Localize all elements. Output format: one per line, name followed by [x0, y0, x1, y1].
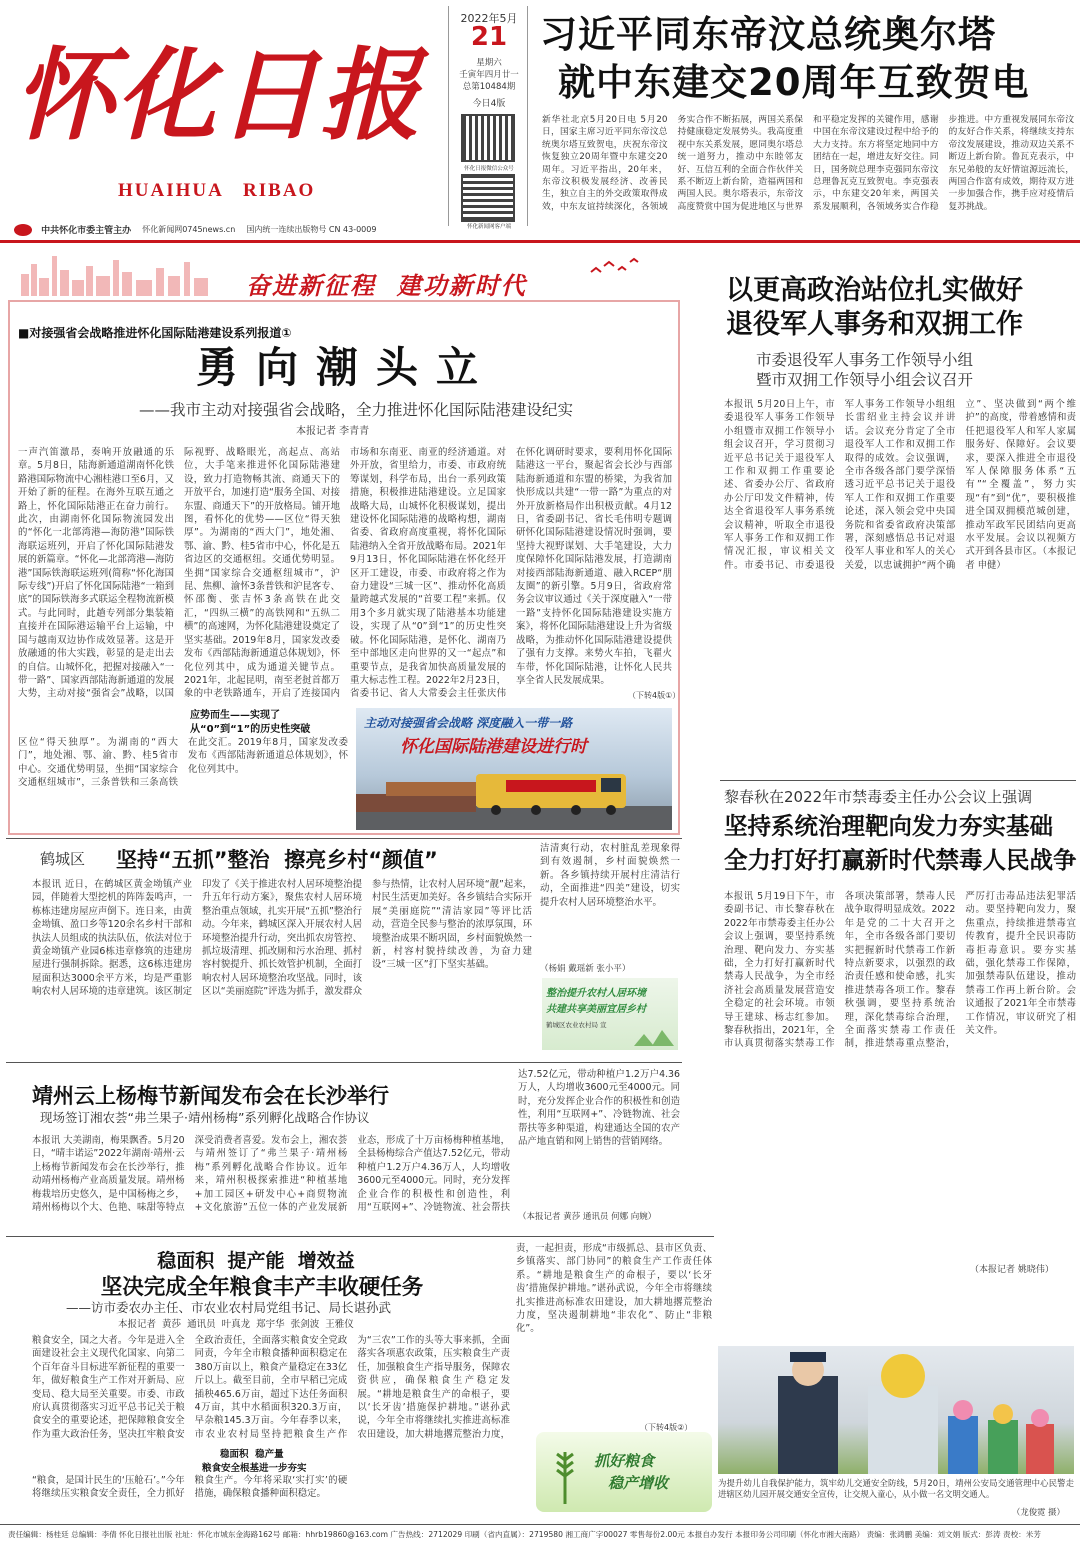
veterans-subhead-2: 暨市双拥工作领导小组会议召开	[756, 371, 974, 389]
grain-body: 粮食安全，国之大者。今年是进入全面建设社会主义现代化国家、向第二个百年奋斗目标进军新征程的重要一年，做好粮食生产工作对开新局、应变局、稳大局至关重要。市委、市政府认真贯彻落实习近平总书记关于粮食安全的重要论述，把保障粮食安全作为重大政治任务，坚决扛牢粮食安全政治责任，全面落实粮食安全党政同责，今年全市粮食播种面积稳定在380万亩以上，粮食产量稳定在33亿斤以上。截至目前，全市早稻已完成插秧465.6万亩，超过下达任务面积4万亩，其中水稻面积320.3万亩，早杂粮145.3万亩。今年春季以来，市农业农村局坚持把粮食生产作为“三农”工作的头等大事来抓，全面落实各项惠农政策，压实粮食生产责任，加强粮食生产指导服务，保障农资供应，确保粮食生产稳定发展。“耕地是粮食生产的命根子，要以‘长牙齿’措施保护耕地。”谌孙武说，今年全市将继续扎实推进高标准农田建设，加大耕地撂荒整治力度，	[32, 1335, 510, 1440]
hecheng-graphic-line-2: 共建共享美丽宜居乡村	[546, 1004, 646, 1015]
grain-body-right: 责，一起担责，形成“市级抓总、县市区负责、乡镇落实、部门协同”的粮食生产工作责任体系。“耕地是粮食生产的命根子，要以‘长牙齿’措施保护耕地。”谌孙武说，今年全市将继续扎实推进高标准农田建设，加大耕地撂荒整治力度，坚决遏制耕地“非农化”、防止“非粮化”。	[516, 1243, 712, 1335]
veterans-headline-2: 退役军人事务和双拥工作	[726, 309, 1023, 340]
hecheng-byline: （杨娟 戴瑶新 张小平）	[540, 964, 631, 974]
police-child-photo-icon	[718, 1346, 1074, 1474]
grain-jump: （下转4版②）	[640, 1423, 693, 1432]
lead-headline-1: 习近平同东帝汶总统奥尔塔	[540, 13, 996, 56]
grain-graphic	[536, 1432, 712, 1512]
grain-headline-2: 坚决完成全年粮食丰产丰收硬任务	[100, 1275, 424, 1300]
traffic-safety-photo	[718, 1346, 1074, 1474]
issue-number: 总第10484期	[462, 82, 516, 92]
jingzhou-top-rule	[6, 1062, 682, 1063]
masthead-strip	[14, 219, 444, 235]
masthead	[0, 0, 1080, 250]
village-icon	[632, 1018, 676, 1048]
grain-body-lower: “粮食，是国计民生的‘压舱石’。”今年将继续压实粮食安全责任，全力抓好粮食生产。今年将采取‘实打实’的硬措施，确保粮食播种面积稳定。	[32, 1475, 348, 1500]
feature-block	[6, 250, 682, 835]
feature-body: 一声汽笛激昂，奏响开放融通的乐章。5月8日，陆海新通道湖南怀化铁路港国际物流中心湘桂港口至6月，又开始了新的征程。在海外互联互通之路上，怀化国际陆港正在奋力前行。此次，由湖南怀化国际物流园发出的“怀化一北部湾港—海防港”国际铁海联运班列，开启了怀化国际陆港发展的新篇章。“怀化—北部湾港—海防港”国际铁海联运班列(简称“怀化海国际专线”)开启了怀化国际陆港“一箱到底”的国际铁海多式联运全程物流新模式。与此同时，此趟专列部分集装箱直接并在国际港运输平台上运输，中国与越南双边协作成效显著。这是开放融通的伟大实践，彰显的是走出去的自信。山城怀化，把握对接融入“一带一路”、国家西部陆海新通道的发展大势，主动对接“强省会”战略，以国际视野、战略眼光，高起点、高站位，大手笔来推进怀化国际陆港建设，致力打造物畅其流、商通天下的开放平台，加速打造“服务全国、对接东盟、商通天下”的开放格局。铺开地图，看怀化的优势——区位“得天独厚”。为湖南的“西大门”，地处湘、鄂、渝、黔、桂5省市中心，怀化是五省边区的交通枢纽。交通优势明显。坐拥“国家综合交通枢纽城市”，沪昆、焦柳、渝怀3条普铁和沪昆客专、怀邵衡、张吉怀3条高铁在此交汇，“四纵三横”的高铁网和“五纵二横”的高速网，为怀化陆港建设奠定了坚实基础。2019年8月，国家发改委发布《西部陆海新通道总体规划》，怀化位列其中，成为通道关键节点。2021年，北起昆明，南至老挝首都万象的中老铁路通车，开启了连接国内市场和东南亚、南亚的经济通道。对外开放，省里给力，市委、市政府统筹谋划，科学布局，出台一系列政策措施，积极推进陆港建设。立足国家战略大局，山城怀化积极谋划，提出建设怀化国际陆港的战略构想，湖南省委、省政府高度重视，将怀化国际陆港纳入全省开放战略布局。2021年9月13日，怀化国际陆港在怀化经开区开工建设，市委、市政府将之作为奋力建设“三城一区”、推动怀化高质量跨越式发展的“首要工程”来抓。仅用3个多月就实现了陆港基本功能建设，实现了从“0”到“1”的历史性突破。怀化国际陆港，是怀化、湖南乃至中部地区走向世界的又一“起点”和重要节点，是我省加快高质量发展的重大标志性工程。2022年2月23日，省委书记、省人大常委会主任张庆伟在怀化调研时要求，要利用怀化国际陆港这一平台，聚起省会长沙与西部陆海新通道和东盟的桥梁，为我省加快形成以共建“一带一路”为重点的对外开放新格局作出积极贡献。4月12日，省委副书记、省长毛伟明专题调研怀化国际陆港建设情况时强调，要坚持大视野谋划、大手笔建设，大力度保障怀化国际陆港发展，打造湖南对接西部陆海新通道、融入RCEP“朋友圈”的新引擎。5月9日，省政府常务会议审议通过《关于深度融入“一带一路”支持怀化国际陆港建设实施方案》，将怀化国际陆港建设上升为省级战略，为推动怀化国际陆港建设提供了强有力支撑。来势火车拍，飞翟火车带，怀化国际陆港，让怀化人民共享全省人民发展成果。	[18, 447, 672, 700]
grain-top-rule	[6, 1236, 714, 1237]
hecheng-graphic	[542, 978, 678, 1050]
birds-icon	[586, 256, 646, 280]
lead-body: 新华社北京5月20日电 5月20日，国家主席习近平同东帝汶总统奥尔塔互致贺电，庆祝东帝汶恢复独立20周年暨中东建交20周年。习近平指出，20年来，东帝汶积极发展经济、改善民生，独立自主的外交政策取得成效，中东友谊持续深化，各领域务实合作不断拓展，两国关系保持健康稳定发展势头。我高度重视中东关系发展，愿同奥尔塔总统一道努力，推动中东睦邻友好、互信互利的全面合作伙伴关系不断迈上新台阶，造福两国和两国人民。奥尔塔表示，东帝汶高度赞赏中国为促进地区与世界和平稳定发挥的关键作用，感谢中国在东帝汶建设过程中给予的大力支持。东方将坚定地同中方团结在一起，增进友好交往。同日，国务院总理李克强同东帝汶总理鲁瓦克互致贺电。李克强表示，中东建交20年来，两国关系发展顺利，各领域务实合作稳步推进。中方重视发展同东帝汶的友好合作关系，将继续支持东帝汶发展建设，推动双边关系不断迈上新台阶。鲁瓦克表示，中东兄弟般的友好情谊源远流长，两国合作富有成效，期待双方进一步加强合作，携手应对疫情后复苏挑战。	[542, 115, 1074, 212]
qr-caption-wechat: 怀化日报微信公众号	[464, 166, 514, 172]
jingzhou-body: 本报讯 大美湖南，梅果飘香。5月20日，“晴丰诺运”2022年湖南·靖州·云上杨梅节新闻发布会在长沙举行，推动靖州杨梅产业高质量发展。靖州杨梅栽培历史悠久，是中国杨梅之乡，靖州杨梅以个大、色艳、味甜等特点深受消费者喜爱。发布会上，湘农荟与靖州签订了“弗兰果子·靖州杨梅”系列孵化战略合作协议。近年来，靖州积极探索推进“种植基地+加工园区+研发中心+商贸物流+文化旅游”五位一体的产业发展新业态，形成了十万亩杨梅种植基地，全县杨梅综合产值达7.52亿元，带动种植户1.2万户4.36万人，人均增收3600元至4000元。同时，充分发挥企业合作的积极性和创造性，利用“互联网+”、冷链物流、社会帮扶	[32, 1135, 510, 1214]
grain-block	[6, 1236, 714, 1518]
birds-graphic	[586, 256, 646, 280]
veterans-body: 本报讯 5月20日上午，市委退役军人事务工作领导小组暨市双拥工作领导小组会议召开，学习贯彻习近平总书记关于退役军人工作和双拥工作重要论述、省委办公厅、省政府办公厅印发文件精神，传达全省退役军人事务系统会议精神，听取全市退役军人事务工作和双拥工作情况汇报，审议相关文件。市委书记、市委退役军人事务工作领导小组组长雷绍业主持会议并讲话。会议充分肯定了全市退役军人工作和双拥工作取得的成效。会议强调，全市各级各部门要学深悟透习近平总书记关于退役军人工作和双拥工作重要论述，深入领会党中央国务院和省委省政府决策部署，深刻感悟总书记对退役军人事业和军人的关心关爱，以忠诚拥护“两个确立”、坚决做到“两个维护”的高度，带着感情和责任把退役军人和军人家属服务好、保障好。会议要求，要深入推进全市退役军人保障服务体系“五有”“全覆盖”，努力实现“有”到“优”，要积极推进全国双拥模范城创建，推动军政军民团结向更高水平发展。会议以视频方式开到各县市区。（本报记者 申健）	[724, 399, 1076, 571]
drug-block	[690, 780, 1080, 1280]
photo-block	[718, 1346, 1074, 1520]
cn-number: 国内统一连续出版物号 CN 43-0009	[246, 225, 377, 234]
hecheng-body-right: 洁清爽行动，农村脏乱差现象得到有效遏制，乡村面貌焕然一新。各乡镇持续开展村庄清洁行动，全面推进“四美”建设，切实提升农村人居环境整治水平。	[540, 843, 680, 908]
grain-section-heading-1: 稳面积 稳产量	[220, 1449, 284, 1460]
lead-headline-2: 就中东建交20周年互致贺电	[558, 61, 1030, 104]
veterans-block	[690, 250, 1080, 770]
drug-headline-2: 全力打好打赢新时代禁毒人民战争	[724, 846, 1077, 874]
masthead-underline	[0, 240, 1080, 243]
lugang-graphic	[356, 708, 672, 830]
train-icon	[356, 754, 672, 830]
wheat-icon	[540, 1442, 590, 1506]
date-line: 2022年5月	[460, 12, 518, 25]
weekday: 星期六	[476, 58, 502, 68]
feature-byline: 本报记者 李青青	[296, 426, 370, 437]
grain-graphic-line-1: 抓好粮食	[594, 1452, 655, 1470]
feature-jump: （下转4版①）	[628, 691, 681, 700]
drug-kicker: 黎春秋在2022年市禁毒委主任办公会议上强调	[724, 788, 1033, 806]
skyline-icon	[16, 250, 226, 296]
series-label: ■对接强省会战略推进怀化国际陆港建设系列报道①	[18, 326, 292, 340]
hecheng-label: 鹤城区	[40, 850, 86, 868]
website: 怀化新闻网0745news.cn	[142, 225, 236, 234]
feature-section-heading-2: 从“0”到“1”的历史性突破	[190, 724, 311, 735]
lugang-graphic-line-1: 主动对接强省会战略 深度融入一带一路	[364, 716, 573, 730]
footer-text: 责任编辑：杨桂廷 总编辑：李倩 怀化日报社出版 社址：怀化市城东金海路162号 邮箱：hhrb19860@163.com 广告热线：2712029 印刷（省内直属）：2719580 湘工商广字00027 零售每份2.00元 本报自办发行 本报印务公司印刷（怀化市湘大南路） 责编：张鸿鹏 美编：刘文娟 版式：彭涛 责校：米芳	[8, 1530, 1041, 1539]
masthead-title: 怀化日报	[14, 36, 422, 154]
masthead-pinyin: HUAIHUA RIBAO	[118, 180, 316, 201]
veterans-subhead-1: 市委退役军人事务工作领导小组	[756, 351, 974, 369]
hecheng-top-rule	[6, 838, 682, 839]
hecheng-headline: 坚持“五抓”整治 擦亮乡村“颜值”	[116, 848, 438, 872]
drug-top-rule	[720, 780, 1076, 781]
grain-section-heading-2: 粮食安全根基进一步夯实	[202, 1463, 307, 1474]
feature-headline: 勇向潮头立	[195, 343, 496, 392]
logo-mark-icon	[14, 224, 32, 236]
jingzhou-subhead: 现场签订湘农荟“弗兰果子·靖州杨梅”系列孵化战略合作协议	[40, 1110, 370, 1125]
jingzhou-headline: 靖州云上杨梅节新闻发布会在长沙举行	[32, 1084, 389, 1108]
qr-code-wechat	[461, 114, 515, 162]
drug-headline-1: 坚持系统治理靶向发力夯实基础	[724, 812, 1053, 840]
jingzhou-body-right: 达7.52亿元，带动种植户1.2万户4.36万人，人均增收3600元至4000元。同时，充分发挥企业合作的积极性和创造性，利用“互联网+”、冷链物流、社会帮扶等多种渠道，构建通达全国的农产品产地直销和网上销售的营销网络。	[518, 1069, 680, 1148]
banner-slogan: 奋进新征程 建功新时代	[246, 272, 527, 300]
qr-code-app	[461, 174, 515, 222]
photo-caption: 为提升幼儿自我保护能力，筑牢幼儿交通安全防线，5月20日，靖州公安局交通管理中心民警走进辖区幼儿园开展交通安全宣传，让交规入童心，从小做一名文明交通人。	[718, 1478, 1074, 1499]
drug-body: 本报讯 5月19日下午，市委副书记、市长黎春秋在2022年市禁毒委主任办公会议上强调，要坚持系统治理、靶向发力、夯实基础，全力打好打赢新时代禁毒人民战争，为全市经济社会高质量发展营造安全稳定的社会环境。市领导王建球、杨志红参加。黎春秋指出，2021年，全市认真贯彻落实禁毒工作各项决策部署，禁毒人民战争取得明显成效。2022年是党的二十大召开之年，全市各级各部门要切实把握新时代禁毒工作新特点新要求，以强烈的政治责任感和使命感，扎实推进禁毒各项工作。黎春秋强调，要坚持系统治理，深化禁毒综合治理，全面落实禁毒工作责任制，推进禁毒重点整治，严厉打击毒品违法犯罪活动。要坚持靶向发力，聚焦重点，持续推进禁毒宣传教育，提升全民识毒防毒拒毒意识。要夯实基础，强化禁毒工作保障，加强禁毒队伍建设，推动禁毒工作再上新台阶。会议通报了2021年全市禁毒工作情况，审议研究了相关文件。	[724, 891, 1076, 1050]
grain-graphic-line-2: 稳产增收	[608, 1474, 669, 1492]
hecheng-graphic-line-1: 整治提升农村人居环境	[546, 988, 646, 999]
veterans-headline-1: 以更高政治站位扎实做好	[726, 275, 1023, 306]
lugang-graphic-line-2: 怀化国际陆港建设进行时	[400, 737, 587, 757]
date-day: 21	[470, 22, 508, 52]
skyline-graphic	[16, 250, 226, 296]
hecheng-graphic-credit: 鹤城区农业农村局 宣	[546, 1021, 607, 1029]
grain-headline-1: 稳面积 提产能 增效益	[157, 1250, 355, 1272]
jingzhou-byline: （本报记者 黄莎 通讯员 何娜 向婉）	[518, 1212, 657, 1222]
jingzhou-block	[6, 1062, 682, 1232]
qr-caption-app: 怀化新闻网客户端	[466, 224, 511, 230]
date-box	[448, 6, 528, 230]
drug-byline: （本报记者 姚晓伟）	[970, 1265, 1054, 1275]
pages-count: 今日4版	[472, 99, 506, 109]
footer	[0, 1524, 1080, 1547]
hecheng-block	[6, 838, 682, 1058]
feature-section-heading-1: 应势而生——实现了	[190, 710, 280, 721]
lunar-date: 壬寅年四月廿一	[459, 70, 519, 80]
grain-subhead: ——访市委农办主任、市农业农村局党组书记、局长谌孙武	[66, 1300, 392, 1315]
feature-body-lower: 区位“得天独厚”。为湖南的“西大门”，地处湘、鄂、渝、黔、桂5省市中心。交通优势明显，坐拥“国家综合交通枢纽城市”，三条普铁和三条高铁在此交汇。2019年8月，国家发改委发布《西部陆海新通道总体规划》，怀化位列其中。	[18, 737, 348, 789]
feature-subhead: ——我市主动对接强省会战略，全力推进怀化国际陆港建设纪实	[138, 401, 573, 419]
photo-credit: （龙俊霓 摄）	[1012, 1507, 1065, 1517]
grain-byline: 本报记者 黄莎 通讯员 叶真龙 郑宇华 张剑波 王雅仪	[118, 1319, 354, 1330]
hecheng-body: 本报讯 近日，在鹤城区黄金坳镇产业园，伴随着大型挖机的阵阵轰鸣声，一栋栋违建房屋应声倒下。连日来，由黄金坳镇、盈口乡等120余名乡村干部和执法人员组成的执法队伍，依法对位于黄金坳镇产业园6栋违章修筑的违建房屋进行强制拆除。据悉，这6栋违建房屋面积达3000余平方米，均是严重影响农村人居环境的违章建筑。该区制定印发了《关于推进农村人居环境整治提升五年行动方案》，聚焦农村人居环境整治重点领域，扎实开展“五抓”整治行动。今年来，鹤城区深入开展农村人居环境整治提升行动，突出抓农房管控、抓垃圾清理、抓改厕和污水治理、抓村容村貌提升、抓长效管护机制，全面打响农村人居环境整治攻坚战。同时，该区以“美丽庭院”评选为抓手，激发群众参与热情，让农村人居环境“靓”起来，村民生活更加美好。各乡镇结合实际开展“美丽庭院”“清洁家园”等评比活动，营造全民参与整治的浓厚氛围，环境整治成果不断巩固，乡村面貌焕然一新，村容村貌持续改善，为奋力建设“三城一区”打下坚实基础。	[32, 879, 532, 998]
sponsor: 中共怀化市委主管主办	[41, 226, 132, 236]
